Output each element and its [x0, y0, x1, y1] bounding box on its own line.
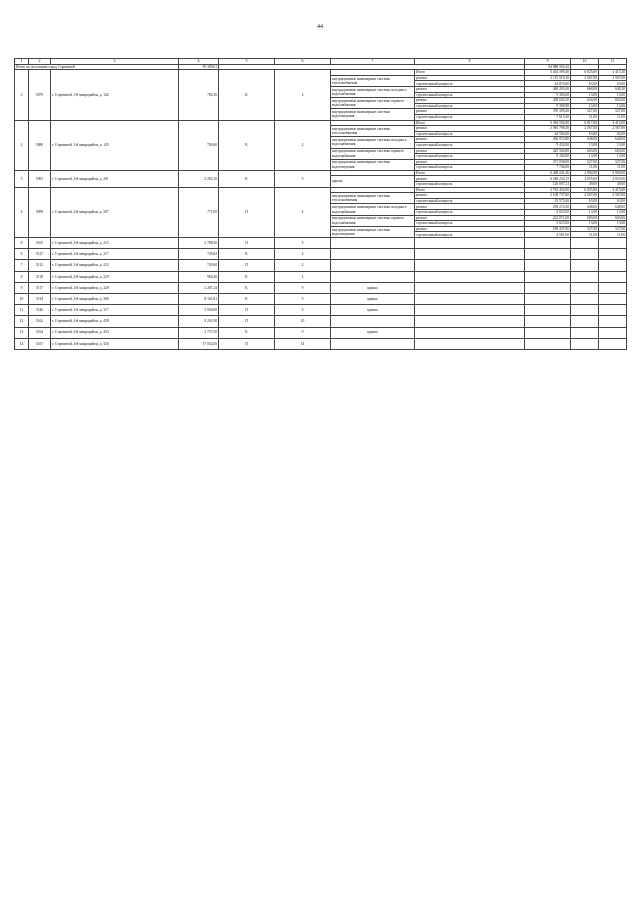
capital-repair-register-table [14, 58, 627, 350]
work-unit [415, 305, 525, 316]
house-area: 9 201,90 [179, 316, 219, 327]
work-max-cost: 2 567,00 [599, 193, 627, 199]
work-unit: строительный контроль [415, 154, 525, 160]
work-unit: строительный контроль [415, 198, 525, 204]
house-area: 17 034,50 [179, 338, 219, 349]
house-total-cost: 6 468 241,36 [525, 170, 571, 176]
house-floors: 5 [275, 238, 331, 249]
house-total-max-cost: 4 415,00 [599, 120, 627, 126]
work-specific-cost: 2 567,00 [571, 193, 599, 199]
work-unit: строительный контроль [415, 92, 525, 98]
house-row [15, 249, 627, 260]
work-max-cost: 602,00 [599, 98, 627, 104]
house-floors: 9 [275, 327, 331, 338]
house-area: 745,60 [179, 260, 219, 271]
house-code: 5112 [29, 260, 51, 271]
house-wall-material: П [219, 338, 275, 349]
work-specific-cost: 11,00 [571, 165, 599, 171]
work-cost: 469 203,40 [525, 86, 571, 92]
house-floors: 2 [275, 271, 331, 282]
work-cost [525, 316, 571, 327]
work-unit [415, 316, 525, 327]
work-cost: 199 447,00 [525, 226, 571, 232]
house-code: 5091 [29, 170, 51, 187]
house-area: 2 294,10 [179, 170, 219, 187]
house-code: 5146 [29, 305, 51, 316]
house-address: г. Стрежевой, 2-й микрорайон, д. 306 [51, 293, 179, 304]
house-number: 2 [15, 120, 29, 170]
house-area: 2 788,50 [179, 238, 219, 249]
house-wall-material: П [219, 305, 275, 316]
house-row [15, 282, 627, 293]
house-address: г. Стрежевой, 4-й микрорайон, д. 433 [51, 327, 179, 338]
work-specific-cost: 11,00 [571, 232, 599, 238]
house-row [15, 327, 627, 338]
column-number: 9 [525, 59, 571, 65]
column-number: 6 [275, 59, 331, 65]
work-type: крыша [331, 293, 415, 304]
work-unit [415, 249, 525, 260]
house-wall-material: П [219, 316, 275, 327]
house-address: г. Стрежевой, 4-й микрорайон, д. 436 [51, 338, 179, 349]
work-cost: 4 581,00 [525, 232, 571, 238]
work-unit: ремонт [415, 86, 525, 92]
work-specific-cost: 13,00 [571, 210, 599, 216]
register-body [15, 59, 627, 350]
house-code: 5164 [29, 327, 51, 338]
house-total-max-cost: 4 415,00 [599, 187, 627, 193]
house-code: 5117 [29, 282, 51, 293]
work-specific-cost: 13,00 [571, 221, 599, 227]
work-max-cost: 11,00 [599, 165, 627, 171]
work-cost: 9 384,60 [525, 92, 571, 98]
work-specific-cost: 527,00 [571, 109, 599, 115]
work-specific-cost: 2 567,00 [571, 126, 599, 132]
house-number: 8 [15, 271, 29, 282]
work-specific-cost: 13,00 [571, 92, 599, 98]
house-code: 5167 [29, 338, 51, 349]
work-specific-cost: 603,00 [571, 215, 599, 221]
work-unit: строительный контроль [415, 142, 525, 148]
house-number: 10 [15, 293, 29, 304]
house-area: 704,60 [179, 120, 219, 170]
work-unit: строительный контроль [415, 81, 525, 87]
house-total-specific-cost: 6 817,00 [571, 120, 599, 126]
work-cost [525, 249, 571, 260]
work-specific-cost: 648,00 [571, 137, 599, 143]
work-type: внутридомовые инженерные системы горячего водоснабжения [331, 148, 415, 159]
work-specific-cost: 527,00 [571, 159, 599, 165]
house-number: 9 [15, 282, 29, 293]
house-area: 2 737,50 [179, 327, 219, 338]
work-type: внутридомовые инженерные системы водоотведения [331, 226, 415, 237]
work-specific-cost: 2 567,00 [571, 75, 599, 81]
work-cost: 456 872,80 [525, 137, 571, 143]
work-type [331, 238, 415, 249]
work-max-cost: 11,00 [599, 114, 627, 120]
house-area: 5 930,00 [179, 305, 219, 316]
work-max-cost: 2 855,00 [599, 176, 627, 182]
house-area: 745,02 [179, 249, 219, 260]
work-unit: ремонт [415, 137, 525, 143]
work-type: внутридомовые инженерные системы горячего водоснабжения [331, 98, 415, 109]
work-unit: ремонт [415, 109, 525, 115]
work-type: внутридомовые инженерные системы теплоснабжения [331, 193, 415, 204]
work-specific-cost [571, 316, 599, 327]
work-max-cost: 2 567,00 [599, 126, 627, 132]
work-unit: строительный контроль [415, 210, 525, 216]
work-cost: 9 390,90 [525, 103, 571, 109]
house-floors: 5 [275, 305, 331, 316]
house-wall-material: К [219, 293, 275, 304]
work-cost [525, 282, 571, 293]
house-address: г. Стрежевой, 2-й микрорайон, д. 229 [51, 271, 179, 282]
house-floors: 10 [275, 316, 331, 327]
house-number: 13 [15, 327, 29, 338]
house-floors: 14 [275, 338, 331, 349]
house-floors: 2 [275, 187, 331, 237]
column-number: 8 [415, 59, 525, 65]
work-unit: строительный контроль [415, 131, 525, 137]
work-unit [415, 327, 525, 338]
house-floors: 9 [275, 282, 331, 293]
house-total-cost: 5 454 399,40 [525, 70, 571, 76]
work-type [331, 249, 415, 260]
house-code: 5127 [29, 249, 51, 260]
work-max-cost: 13,00 [599, 210, 627, 216]
work-max-cost [599, 271, 627, 282]
work-specific-cost: 13,00 [571, 154, 599, 160]
work-cost: 2 108 737,60 [525, 193, 571, 199]
house-floors: 2 [275, 70, 331, 120]
house-row [15, 271, 627, 282]
work-max-cost [599, 305, 627, 316]
work-max-cost [599, 316, 627, 327]
work-type [331, 271, 415, 282]
house-area: 960,40 [179, 271, 219, 282]
house-wall-material: П [219, 238, 275, 249]
house-code: 5162 [29, 316, 51, 327]
house-floors: 2 [275, 120, 331, 170]
house-wall-material: К [219, 327, 275, 338]
house-number: 6 [15, 249, 29, 260]
district-total-area: 95 309,61 [179, 64, 219, 70]
work-specific-cost: 13,00 [571, 142, 599, 148]
work-unit: ремонт [415, 193, 525, 199]
house-row [15, 293, 627, 304]
work-max-cost: 13,00 [599, 154, 627, 160]
work-unit: ремонт [415, 98, 525, 104]
work-specific-cost [571, 305, 599, 316]
house-total-max-cost: 4 415,30 [599, 70, 627, 76]
house-area: 8 161,81 [179, 293, 219, 304]
house-code: 5118 [29, 271, 51, 282]
house-row [15, 316, 627, 327]
work-specific-cost [571, 271, 599, 282]
work-unit: строительный контроль [415, 182, 525, 188]
work-cost: 259 274,30 [525, 204, 571, 210]
house-address: г. Стрежевой, 2-й микрорайон, д. 215 [51, 238, 179, 249]
work-specific-cost [571, 249, 599, 260]
column-number: 7 [331, 59, 415, 65]
house-address: г. Стрежевой, 3-й микрорайон, д. 317 [51, 305, 179, 316]
house-wall-material: К [219, 282, 275, 293]
work-type: внутридомовые инженерные системы холодного водоснабжения [331, 137, 415, 148]
house-address: г. Стрежевой, 2-й микрорайон, д. 207 [51, 187, 179, 237]
work-unit: строительный контроль [415, 232, 525, 238]
work-type: внутридомовые инженерные системы горячего водоснабжения [331, 215, 415, 226]
house-code: 5099 [29, 187, 51, 237]
house-floors: 9 [275, 293, 331, 304]
house-total-label: Итого [415, 170, 525, 176]
work-cost: 2 115 519,10 [525, 75, 571, 81]
work-unit: ремонт [415, 176, 525, 182]
work-max-cost [599, 282, 627, 293]
house-address: г. Стрежевой, 4-й микрорайон, д. 438 [51, 316, 179, 327]
house-wall-material: К [219, 271, 275, 282]
work-max-cost: 648,30 [599, 86, 627, 92]
work-cost [525, 260, 571, 271]
work-unit: ремонт [415, 148, 525, 154]
work-cost: 7 615,50 [525, 114, 571, 120]
house-number: 11 [15, 305, 29, 316]
house-wall-material: К [219, 249, 275, 260]
house-row [15, 260, 627, 271]
work-cost: 222 971,00 [525, 215, 571, 221]
work-cost: 35 575,00 [525, 198, 571, 204]
work-specific-cost: 49,00 [571, 182, 599, 188]
work-type: внутридомовые инженерные системы теплоснабжения [331, 75, 415, 86]
house-number: 12 [15, 316, 29, 327]
work-type [331, 338, 415, 349]
work-cost: 428 692,50 [525, 98, 571, 104]
work-unit: ремонт [415, 226, 525, 232]
work-type: внутридомовые инженерные системы водоотведения [331, 159, 415, 170]
house-code: 5079 [29, 70, 51, 120]
work-cost [525, 327, 571, 338]
house-total-max-cost: 2 904,00 [599, 170, 627, 176]
work-max-cost: 11,00 [599, 232, 627, 238]
work-unit [415, 282, 525, 293]
house-row [15, 305, 627, 316]
work-specific-cost [571, 327, 599, 338]
house-area: 771,00 [179, 187, 219, 237]
work-max-cost [599, 338, 627, 349]
work-max-cost: 13,00 [599, 221, 627, 227]
work-max-cost: 527,00 [599, 226, 627, 232]
work-specific-cost [571, 260, 599, 271]
work-type: крыша [331, 176, 415, 187]
house-address: г. Стрежевой, 2-й микрорайон, д. 201 [51, 170, 179, 187]
house-row [15, 338, 627, 349]
work-unit: ремонт [415, 126, 525, 132]
house-number: 4 [15, 187, 29, 237]
work-cost: 6 348 234,15 [525, 176, 571, 182]
work-cost: 370 390,20 [525, 109, 571, 115]
house-address: г. Стрежевой, 1-й микрорайон, д. 142 [51, 70, 179, 120]
work-cost: 371 058,00 [525, 159, 571, 165]
work-max-cost [599, 293, 627, 304]
column-number: 1 [15, 59, 29, 65]
work-specific-cost [571, 238, 599, 249]
work-max-cost: 648,00 [599, 137, 627, 143]
work-specific-cost: 527,00 [571, 226, 599, 232]
house-address: г. Стрежевой, 2-й микрорайон, д. 217 [51, 249, 179, 260]
work-type: крыша [331, 282, 415, 293]
house-code: 5080 [29, 120, 51, 170]
work-specific-cost: 63,00 [571, 198, 599, 204]
column-number: 11 [599, 59, 627, 65]
page-number: 44 [317, 24, 323, 30]
work-type [331, 316, 415, 327]
work-max-cost: 2 567,00 [599, 75, 627, 81]
work-max-cost: 13,00 [599, 103, 627, 109]
work-max-cost [599, 260, 627, 271]
work-max-cost [599, 327, 627, 338]
house-total-cost: 3 763 452,00 [525, 187, 571, 193]
column-number: 5 [219, 59, 275, 65]
district-total-label: Итого по поселению город Стрежевой [15, 64, 179, 70]
work-specific-cost: 63,00 [571, 131, 599, 137]
work-cost [525, 338, 571, 349]
work-cost: 44 582,60 [525, 131, 571, 137]
work-unit [415, 260, 525, 271]
work-cost [525, 293, 571, 304]
house-area: 782,30 [179, 70, 219, 120]
work-max-cost: 49,00 [599, 182, 627, 188]
house-row [15, 238, 627, 249]
work-cost: 5 825,00 [525, 210, 571, 216]
work-cost: 5 825,00 [525, 221, 571, 227]
work-max-cost [599, 238, 627, 249]
house-total-label: Итого [415, 187, 525, 193]
house-wall-material: К [219, 120, 275, 170]
work-max-cost: 63,00 [599, 131, 627, 137]
work-type: внутридомовые инженерные системы холодного водоснабжения [331, 204, 415, 215]
work-specific-cost: 2 855,00 [571, 176, 599, 182]
work-max-cost: 603,00 [599, 148, 627, 154]
work-specific-cost: 668,00 [571, 86, 599, 92]
work-max-cost: 13,00 [599, 92, 627, 98]
work-cost [525, 271, 571, 282]
work-max-cost: 63,00 [599, 198, 627, 204]
district-total-cost: 94 880 565,45 [525, 64, 571, 70]
work-specific-cost: 603,00 [571, 148, 599, 154]
house-floors: 2 [275, 260, 331, 271]
work-max-cost: 603,00 [599, 215, 627, 221]
work-type: внутридомовые инженерные системы водоотведения [331, 109, 415, 120]
house-wall-material: К [219, 70, 275, 120]
work-cost: 425 504,00 [525, 148, 571, 154]
work-specific-cost [571, 338, 599, 349]
house-address: г. Стрежевой, 2-й микрорайон, д. 223 [51, 260, 179, 271]
house-address: г. Стрежевой, 2-й микрорайон, д. 228 [51, 282, 179, 293]
house-number: 3 [15, 70, 29, 120]
work-cost [525, 305, 571, 316]
work-unit [415, 338, 525, 349]
work-specific-cost: 13,00 [571, 103, 599, 109]
house-wall-material: К [219, 170, 275, 187]
column-number: 3 [51, 59, 179, 65]
work-cost: 9 432,00 [525, 142, 571, 148]
house-number: 14 [15, 338, 29, 349]
work-max-cost [599, 249, 627, 260]
column-number: 2 [29, 59, 51, 65]
work-type: внутридомовые инженерные системы теплоснабжения [331, 126, 415, 137]
house-code: 5134 [29, 293, 51, 304]
work-specific-cost: 624,00 [571, 98, 599, 104]
house-floors: 2 [275, 249, 331, 260]
work-unit: ремонт [415, 215, 525, 221]
house-address: г. Стрежевой, 1-й микрорайон, д. 145 [51, 120, 179, 170]
house-total-specific-cost: 2 904,00 [571, 170, 599, 176]
work-unit [415, 293, 525, 304]
house-total-label: Итого [415, 120, 525, 126]
work-type: крыша [331, 305, 415, 316]
house-floors: 9 [275, 170, 331, 187]
house-total-label: Итого [415, 70, 525, 76]
work-specific-cost: 63,00 [571, 81, 599, 87]
work-max-cost: 527,00 [599, 109, 627, 115]
work-type [331, 260, 415, 271]
house-total-specific-cost: 6 825,00 [571, 70, 599, 76]
work-cost: 44 874,00 [525, 81, 571, 87]
work-max-cost: 13,00 [599, 142, 627, 148]
work-unit [415, 238, 525, 249]
work-unit: строительный контроль [415, 114, 525, 120]
house-wall-material: П [219, 260, 275, 271]
work-cost: 120 007,21 [525, 182, 571, 188]
house-total-specific-cost: 6 825,00 [571, 187, 599, 193]
work-unit: ремонт [415, 159, 525, 165]
house-number: 7 [15, 260, 29, 271]
work-unit: ремонт [415, 204, 525, 210]
house-number: 5 [15, 170, 29, 187]
column-number: 4 [179, 59, 219, 65]
work-max-cost: 527,00 [599, 159, 627, 165]
work-cost: 9 182,00 [525, 154, 571, 160]
house-wall-material: П [219, 187, 275, 237]
work-unit: строительный контроль [415, 103, 525, 109]
work-unit: строительный контроль [415, 165, 525, 171]
work-cost [525, 238, 571, 249]
work-max-cost: 63,00 [599, 81, 627, 87]
house-code: 5105 [29, 238, 51, 249]
work-unit [415, 271, 525, 282]
work-specific-cost [571, 282, 599, 293]
work-unit: строительный контроль [415, 221, 525, 227]
work-specific-cost: 648,00 [571, 204, 599, 210]
column-number: 10 [571, 59, 599, 65]
house-area: 2 207,24 [179, 282, 219, 293]
house-total-cost: 5 394 502,00 [525, 120, 571, 126]
work-max-cost: 648,00 [599, 204, 627, 210]
work-type: крыша [331, 327, 415, 338]
work-type: внутридомовые инженерные системы холодного водоснабжения [331, 86, 415, 97]
work-specific-cost: 11,00 [571, 114, 599, 120]
work-specific-cost [571, 293, 599, 304]
work-cost: 2 095 798,30 [525, 126, 571, 132]
house-number: 8 [15, 238, 29, 249]
work-cost: 7 744,00 [525, 165, 571, 171]
work-unit: ремонт [415, 75, 525, 81]
